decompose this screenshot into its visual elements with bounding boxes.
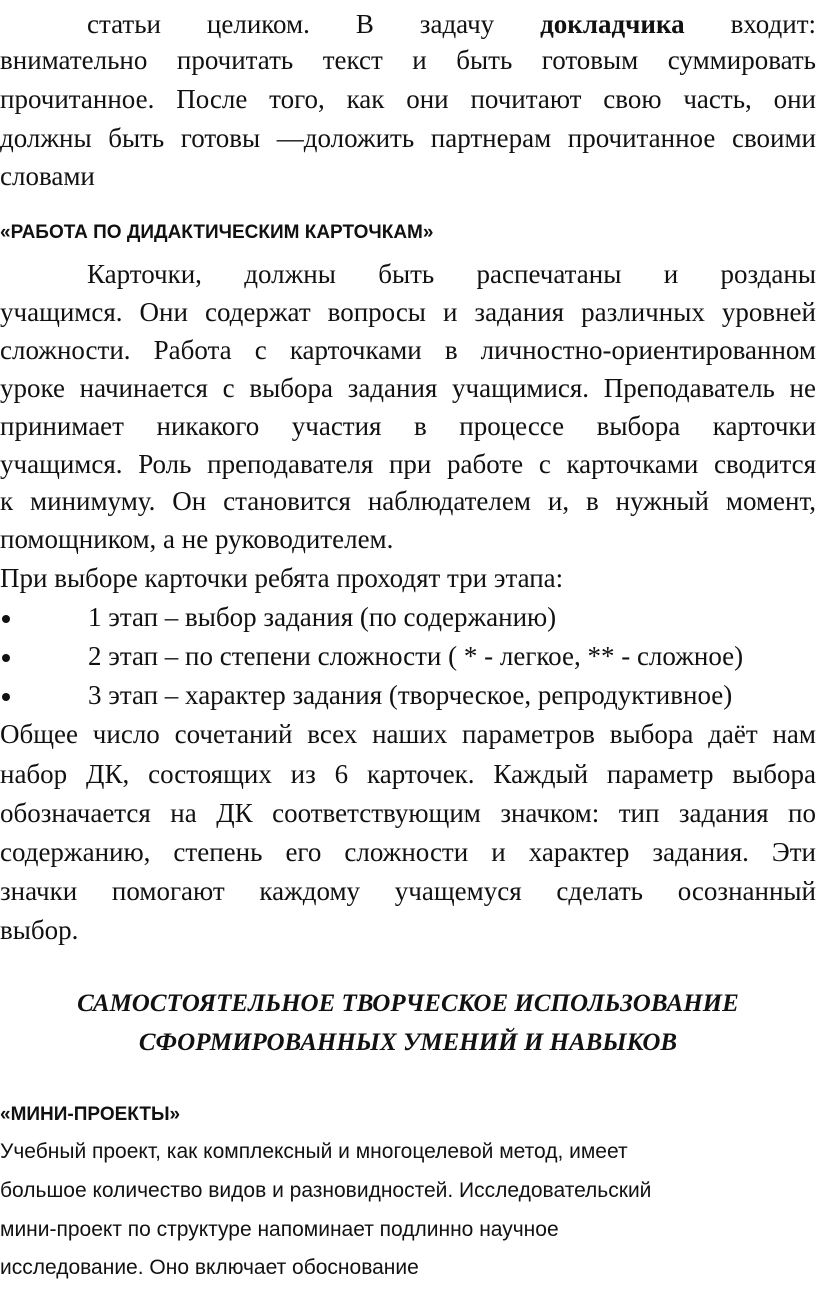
bullet-dot — [2, 654, 10, 662]
bullet-dot — [2, 693, 10, 701]
cards-line-9: При выборе карточки ребята проходят три этапа: — [0, 563, 564, 593]
projects-line-1: Учебный проект, как комплексный и многоцелевой метод, имеет — [0, 1140, 628, 1163]
after-line-5: значки помогают каждому учащемуся сделать осознанный — [0, 876, 816, 906]
cards-line-1: Карточки, должны быть распечатаны и розданы — [87, 259, 816, 289]
after-line-2: набор ДК, состоящих из 6 карточек. Каждый параметр выбора — [0, 759, 816, 789]
projects-section-heading: «МИНИ-ПРОЕКТЫ» — [0, 1104, 181, 1125]
after-line-1: Общее число сочетаний всех наших параметров выбора даёт нам — [0, 719, 816, 749]
intro-line-2: внимательно прочитать текст и быть готовым суммировать — [0, 45, 816, 75]
cards-line-8: помощником, а не руководителем. — [0, 524, 394, 554]
projects-line-4: исследование. Оно включает обоснование — [0, 1256, 419, 1279]
bullet-dot — [2, 615, 10, 623]
intro-line-1-after: входит: — [730, 9, 816, 39]
cards-line-3: сложности. Работа с карточками в личностно-ориентированном — [0, 335, 816, 365]
intro-line-3: прочитанное. После того, как они почитают свою часть, они — [0, 84, 816, 114]
intro-line-1-bold: докладчика — [540, 9, 685, 39]
cards-line-2: учащимся. Они содержат вопросы и задания различных уровней — [0, 297, 816, 327]
section-title-line-2: СФОРМИРОВАННЫХ УМЕНИЙ И НАВЫКОВ — [138, 1029, 678, 1056]
after-line-6: выбор. — [0, 915, 79, 945]
intro-line-4: должны быть готовы —доложить партнерам прочитанное своими — [0, 123, 816, 153]
after-line-3: обозначается на ДК соответствующим значком: тип задания по — [0, 798, 816, 828]
projects-line-3: мини-проект по структуре напоминает подлинно научное — [0, 1218, 559, 1241]
intro-line-5: словами — [0, 161, 95, 191]
cards-section-heading: «РАБОТА ПО ДИДАКТИЧЕСКИМ КАРТОЧКАМ» — [0, 222, 434, 243]
intro-line-1 — [0, 4, 816, 44]
bullet-text-3: 3 этап – характер задания (творческое, репродуктивное) — [88, 680, 733, 710]
bullet-text-2: 2 этап – по степени сложности ( * - легкое, ** - сложное) — [88, 641, 744, 671]
cards-line-7: к минимуму. Он становится наблюдателем и, в нужный момент, — [0, 486, 816, 516]
cards-line-6: учащимся. Роль преподавателя при работе с карточками сводится — [0, 449, 816, 479]
section-title-line-1: САМОСТОЯТЕЛЬНОЕ ТВОРЧЕСКОЕ ИСПОЛЬЗОВАНИЕ — [77, 990, 739, 1017]
projects-line-2: большое количество видов и разновидностей. Исследовательский — [0, 1179, 652, 1202]
cards-line-4: уроке начинается с выбора задания учащимися. Преподаватель не — [0, 373, 816, 403]
bullet-text-1: 1 этап – выбор задания (по содержанию) — [88, 602, 557, 632]
after-line-4: содержанию, степень его сложности и характер задания. Эти — [0, 837, 816, 867]
cards-line-5: принимает никакого участия в процессе выбора карточки — [0, 411, 816, 441]
intro-line-1-before: статьи целиком. В задачу — [87, 9, 495, 39]
